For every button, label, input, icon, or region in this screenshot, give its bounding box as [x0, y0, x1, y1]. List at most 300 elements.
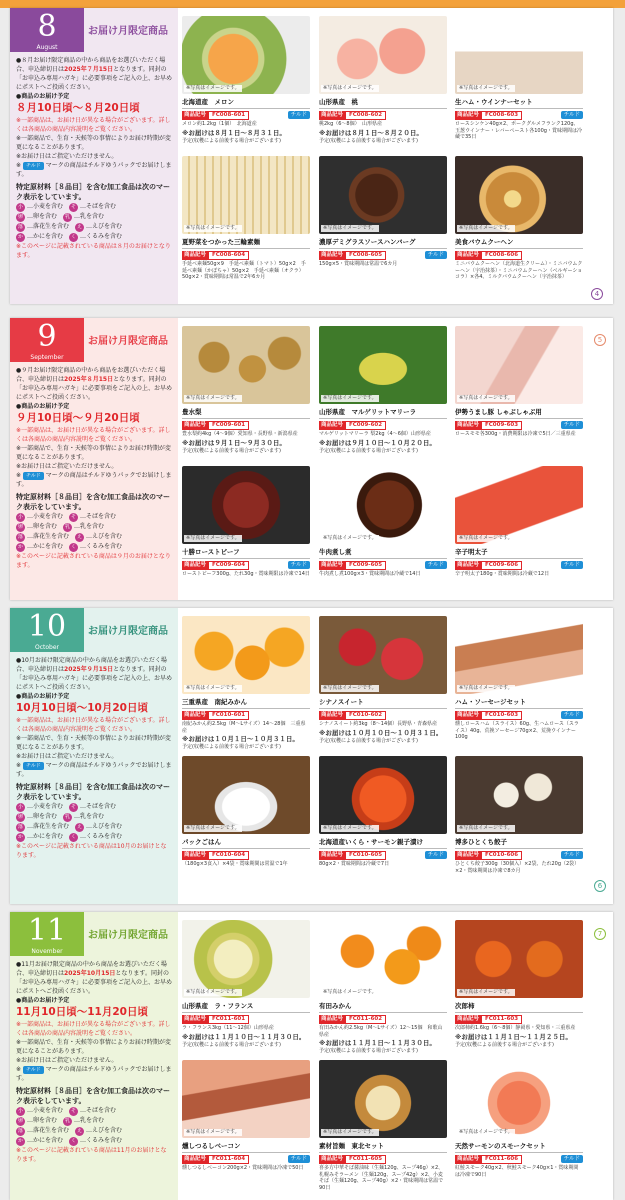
delivery-alert-sub: 予定(収穫による前後する場合がございます): [319, 447, 418, 454]
product-photo[interactable]: [319, 156, 447, 234]
product-name: 豊水梨: [182, 408, 310, 419]
allergen-heading: 特定原材料［８品目］を含む加工食品は次のマーク表示をしています。: [16, 1087, 170, 1105]
code-label: 商品記号: [321, 252, 344, 258]
product-card[interactable]: [319, 920, 447, 1055]
allergen-icon: 落: [17, 224, 23, 230]
delivery-heading: ●商品のお届け予定: [16, 997, 70, 1004]
product-code: FC010-601: [208, 711, 249, 720]
product-photo[interactable]: [182, 156, 310, 234]
product-name: 美食バウムクーヘン: [455, 238, 583, 249]
photo-caption: ※写真はイメージです。: [186, 395, 240, 401]
product-description: 豊水梨約4kg（4〜9個）愛知県・長野県・新潟県産: [182, 431, 298, 437]
code-label: 商品記号: [184, 422, 207, 428]
product-photo[interactable]: [455, 920, 583, 998]
product-card[interactable]: [319, 756, 447, 868]
delivery-alert-sub: 予定(収穫による前後する場合がございます): [455, 1041, 554, 1048]
chilled-note: [16, 1065, 172, 1083]
product-code: FC009-601: [208, 421, 249, 430]
month-number: 10: [27, 609, 67, 644]
product-code: FC011-605: [345, 1155, 386, 1164]
product-photo[interactable]: [182, 1060, 310, 1138]
product-name: 三重県産 南紀みかん: [182, 698, 310, 709]
deadline-outro: となります。同封の「お申込み専用ハガキ」に必要事項をご記入の上、お早めにポストへご投函ください。: [16, 66, 173, 91]
allergen-icon: 乳: [65, 214, 71, 220]
product-description: ひとくち餃子300g（30個入）×2袋、たれ20g（2袋）×2・賞味期間は冷凍で8カ月: [455, 861, 580, 874]
month-header: [10, 318, 178, 362]
chilled-tag: チルド: [561, 1155, 583, 1163]
chilled-pre: ※: [16, 1066, 22, 1073]
product-code: FC009-605: [345, 561, 386, 570]
allergen-text: …卵を含む: [27, 813, 64, 820]
page-footnote: ※このページに記載されている商品は10月のお届けとなります。: [16, 843, 167, 859]
photo-caption: ※写真はイメージです。: [459, 225, 513, 231]
photo-caption: ※写真はイメージです。: [186, 85, 240, 91]
product-code-row: [455, 1015, 583, 1024]
product-photo[interactable]: [319, 616, 447, 694]
month-name: August: [36, 44, 58, 51]
product-card[interactable]: [319, 1060, 447, 1191]
product-code: FC009-604: [208, 561, 249, 570]
photo-caption: ※写真はイメージです。: [459, 989, 513, 995]
product-code-row: [455, 421, 583, 430]
product-code-row: [319, 851, 447, 860]
product-card[interactable]: [182, 156, 310, 281]
product-description: 有田みかん約2.5kg（M〜Lサイズ）12〜15個 和歌山県産: [319, 1025, 443, 1038]
product-name: 十勝ローストビーフ: [182, 548, 310, 559]
allergen-icon: 乳: [65, 1118, 71, 1124]
chilled-tag: チルド: [561, 851, 583, 859]
product-description: ラ・フランス3kg（11〜12個）山形県産: [182, 1025, 274, 1031]
section-title: お届け月限定商品: [88, 626, 168, 637]
product-code: FC011-606: [481, 1155, 522, 1164]
deadline-outro: となります。同封の「お申込み専用ハガキ」に必要事項をご記入の上、お早めにポストへご投函ください。: [16, 970, 173, 995]
product-card[interactable]: [455, 466, 583, 578]
product-code: FC010-603: [481, 711, 522, 720]
order-info: [10, 366, 178, 570]
chilled-tag: チルド: [425, 851, 447, 859]
code-label: 商品記号: [457, 422, 480, 428]
note-2: ※一部商品で、生育・天候等の事情によりお届け時期が変更になることがあります。: [16, 135, 171, 151]
product-code-row: [455, 251, 583, 260]
product-name: 山形県産 ラ・フランス: [182, 1002, 310, 1013]
chilled-note: [16, 471, 172, 489]
product-description: 紅鮭スモーク40g×2、秋鮭スモーク40g×1・賞味期間は冷凍で90日: [455, 1165, 579, 1178]
chilled-badge: チルド: [23, 472, 44, 480]
allergen-mark-row: [16, 202, 172, 212]
product-name: 燻しつるしベーコン: [182, 1142, 310, 1153]
allergen-icon: く: [71, 234, 77, 240]
product-card[interactable]: [455, 756, 583, 874]
product-description: マルゲリットマリーラ 梨2kg（4〜6個）山形県産: [319, 431, 431, 437]
page-number: 4: [591, 288, 603, 300]
allergen-icon: 卵: [17, 524, 23, 530]
delivery-heading: ●商品のお届け予定: [16, 93, 70, 100]
product-name: 有田みかん: [319, 1002, 447, 1013]
product-card[interactable]: [455, 616, 583, 741]
month-header: [10, 608, 178, 652]
page-number: 7: [594, 928, 606, 940]
allergen-mark-row: [16, 212, 172, 222]
product-card[interactable]: [182, 616, 310, 751]
allergen-mark-row: [16, 1106, 172, 1116]
allergen-text: …くるみを含む: [80, 833, 123, 840]
allergen-text: …えびを含む: [86, 533, 123, 540]
note-3: ※お届け日はご指定いただけません。: [16, 153, 118, 160]
allergen-icon: か: [17, 834, 23, 840]
deadline-date: 2025年10月15日: [64, 970, 116, 977]
allergen-text: …そばを含む: [80, 513, 117, 520]
allergen-text: …乳を含む: [74, 813, 105, 820]
photo-caption: ※写真はイメージです。: [323, 85, 377, 91]
deadline-paragraph: [16, 366, 172, 402]
product-name: 生ハム・ウインナーセット: [455, 98, 583, 109]
product-photo[interactable]: [182, 16, 310, 94]
delivery-alert: ※お届けは１０月１日〜１０月３１日。: [182, 735, 299, 743]
product-name: 辛子明太子: [455, 548, 583, 559]
delivery-alert-sub: 予定(収穫による前後する場合がございます): [319, 737, 418, 744]
deadline-paragraph: [16, 656, 172, 692]
product-photo[interactable]: [319, 16, 447, 94]
product-code-row: [319, 1155, 447, 1164]
code-label: 商品記号: [184, 1016, 207, 1022]
product-code: FC008-606: [481, 251, 522, 260]
product-photo[interactable]: [182, 920, 310, 998]
product-photo[interactable]: [182, 756, 310, 834]
note-1: ※一部商品は、お届け日が異なる場合がございます。詳しくは各商品の商品内容説明をご覧ください。: [16, 427, 171, 443]
product-description: 南紀みかん約2.5kg（M〜Lサイズ）14〜28個 三重県産: [182, 721, 306, 734]
product-code-row: [319, 561, 447, 570]
code-label: 商品記号: [457, 712, 480, 718]
allergen-mark-row: [16, 512, 172, 522]
chilled-pre: ※: [16, 162, 22, 169]
delivery-alert: ※お届けは１１月１０日〜１１月３０日。: [182, 1032, 306, 1041]
code-label: 商品記号: [184, 252, 207, 258]
month-name: October: [34, 644, 59, 651]
product-code: FC009-603: [481, 421, 522, 430]
chilled-post: マークの商品はチルドゆうパックでお届けします。: [16, 162, 172, 178]
code-label: 商品記号: [321, 112, 344, 118]
delivery-alert: ※お届けは１１月１日〜１１月３０日。: [319, 1039, 436, 1047]
chilled-tag: チルド: [288, 111, 310, 119]
product-code: FC008-601: [208, 111, 249, 120]
product-card[interactable]: [319, 466, 447, 578]
product-name: 北海道産 メロン: [182, 98, 310, 109]
product-code-row: [182, 711, 310, 720]
allergen-text: …そばを含む: [80, 1107, 117, 1114]
delivery-alert-sub: 予定(収穫による前後する場合がございます): [182, 447, 281, 454]
product-card[interactable]: [455, 326, 583, 438]
allergen-icon: く: [71, 1138, 77, 1144]
product-code-row: [182, 1155, 310, 1164]
code-label: 商品記号: [321, 422, 344, 428]
product-photo[interactable]: [319, 756, 447, 834]
product-description: シナノスイート約3kg（8〜14個）長野県・青森県産: [319, 721, 438, 727]
note-1: ※一部商品は、お届け日が異なる場合がございます。詳しくは各商品の商品内容説明をご覧ください。: [16, 717, 171, 733]
photo-caption: ※写真はイメージです。: [459, 825, 513, 831]
allergen-mark-row: [16, 522, 172, 532]
product-description: 燻しロースハム（スライス）60g、生ハムロース（スライス）40g、荒挽ソーセージ70g×2、荒挽ウインナー100g: [455, 721, 579, 740]
delivery-alert-sub: 予定(収穫による前後する場合がございます): [319, 1048, 418, 1054]
photo-caption: ※写真はイメージです。: [323, 535, 377, 541]
allergen-icon: 小: [17, 204, 23, 210]
section-title: お届け月限定商品: [88, 336, 168, 347]
allergen-icon: え: [77, 534, 83, 540]
delivery-alert: ※お届けは９月１０日〜１０月２０日。: [319, 438, 436, 447]
photo-caption: ※写真はイメージです。: [186, 225, 240, 231]
photo-caption: ※写真はイメージです。: [323, 685, 377, 691]
chilled-note: [16, 761, 172, 779]
photo-caption: ※写真はイメージです。: [323, 989, 377, 995]
allergen-mark-row: [16, 822, 172, 832]
allergen-text: …乳を含む: [74, 213, 105, 220]
product-code-row: [319, 1015, 447, 1024]
product-photo[interactable]: [182, 326, 310, 404]
product-name: 濃厚デミグラスソースハンバーグ: [319, 238, 447, 249]
product-code: FC010-606: [481, 851, 522, 860]
allergen-text: …かにを含む: [27, 233, 70, 240]
month-sidebar: [10, 912, 178, 1200]
product-card[interactable]: [182, 756, 310, 868]
allergen-icon: 落: [17, 824, 23, 830]
allergen-text: …落花生を含む: [27, 823, 76, 830]
product-photo[interactable]: [182, 616, 310, 694]
photo-caption: ※写真はイメージです。: [323, 1129, 377, 1135]
product-name: 天然サーモンのスモークセット: [455, 1142, 583, 1153]
allergen-icon: か: [17, 1138, 23, 1144]
product-photo[interactable]: [319, 466, 447, 544]
month-sidebar: [10, 608, 178, 904]
allergen-text: …卵を含む: [27, 1117, 64, 1124]
order-info: [10, 656, 178, 860]
allergen-icon: 小: [17, 514, 23, 520]
chilled-tag: チルド: [561, 421, 583, 429]
chilled-badge: チルド: [23, 1066, 44, 1074]
code-label: 商品記号: [321, 1156, 344, 1162]
deadline-date: 2025年９月15日: [64, 666, 114, 673]
product-photo[interactable]: [455, 156, 583, 234]
product-description: 手延べ素麺50g×9 手延べ素麺（トマト）50g×2 手延べ素麺（かぼちゃ）50g×2 手延べ素麺（オクラ）50g×2・賞味期間は常温で2年6カ月: [182, 261, 306, 280]
delivery-dates: 10月10日頃〜10月20日頃: [16, 702, 148, 714]
product-card[interactable]: [182, 16, 310, 144]
chilled-tag: チルド: [561, 111, 583, 119]
product-name: 博多ひとくち餃子: [455, 838, 583, 849]
allergen-text: …落花生を含む: [27, 223, 76, 230]
product-photo[interactable]: [182, 466, 310, 544]
allergen-icon: く: [71, 544, 77, 550]
allergen-text: …小麦を含む: [27, 513, 70, 520]
photo-caption: ※写真はイメージです。: [459, 535, 513, 541]
note-3: ※お届け日はご指定いただけません。: [16, 1057, 118, 1064]
code-label: 商品記号: [184, 712, 207, 718]
note-1: ※一部商品は、お届け日が異なる場合がございます。詳しくは各商品の商品内容説明をご覧ください。: [16, 1021, 171, 1037]
allergen-text: …落花生を含む: [27, 533, 76, 540]
allergen-icon: 卵: [17, 814, 23, 820]
allergen-text: …乳を含む: [74, 1117, 105, 1124]
note-2: ※一部商品で、生育・天候等の事情によりお届け時期が変更になることがあります。: [16, 1039, 171, 1055]
product-card[interactable]: [182, 326, 310, 454]
product-description: 牛肉煮し煮100g×3・賞味期間は冷蔵で14日: [319, 571, 421, 577]
product-name: パックごはん: [182, 838, 310, 849]
month-badge: [10, 912, 84, 956]
product-photo[interactable]: [455, 1060, 583, 1138]
month-section-8: [10, 8, 613, 304]
allergen-text: …そばを含む: [80, 203, 117, 210]
chilled-badge: チルド: [23, 762, 44, 770]
month-section-11: [10, 912, 613, 1200]
month-header: [10, 912, 178, 956]
product-description: 桃2kg（6〜8個） 山形県産: [319, 121, 383, 127]
allergen-text: …えびを含む: [86, 1127, 123, 1134]
code-label: 商品記号: [184, 112, 207, 118]
code-label: 商品記号: [184, 1156, 207, 1162]
product-description: 80g×2・賞味期間は冷蔵で7日: [319, 861, 390, 867]
section-title: お届け月限定商品: [88, 26, 168, 37]
product-card[interactable]: [455, 16, 583, 141]
product-code-row: [182, 251, 310, 260]
product-card[interactable]: [455, 1060, 583, 1178]
product-description: 燻しつるしベーコン200g×2・賞味期間は冷凍で50日: [182, 1165, 304, 1171]
chilled-tag: チルド: [425, 251, 447, 259]
product-card[interactable]: [319, 16, 447, 144]
allergen-text: …かにを含む: [27, 1137, 70, 1144]
allergen-mark-row: [16, 222, 172, 232]
product-code-row: [182, 561, 310, 570]
product-photo[interactable]: [319, 326, 447, 404]
product-code-row: [182, 1015, 310, 1024]
allergen-text: …えびを含む: [86, 223, 123, 230]
chilled-tag: チルド: [561, 711, 583, 719]
product-code-row: [455, 851, 583, 860]
note-2: ※一部商品で、生育・天候等の事情によりお届け時期が変更になることがあります。: [16, 445, 171, 461]
note-3: ※お届け日はご指定いただけません。: [16, 463, 118, 470]
product-card[interactable]: [319, 156, 447, 268]
product-code-row: [182, 421, 310, 430]
allergen-icon: え: [77, 1128, 83, 1134]
month-sidebar: [10, 8, 178, 304]
page-footnote: ※このページに記載されている商品は８月のお届けとなります。: [16, 243, 171, 259]
month-badge: [10, 608, 84, 652]
chilled-post: マークの商品はチルドゆうパックでお届けします。: [16, 762, 172, 778]
allergen-icon: 落: [17, 534, 23, 540]
allergen-heading: 特定原材料［８品目］を含む加工食品は次のマーク表示をしています。: [16, 183, 170, 201]
product-name: 伊勢うまし豚 しゃぶしゃぶ用: [455, 408, 583, 419]
code-label: 商品記号: [321, 712, 344, 718]
product-code: FC010-605: [345, 851, 386, 860]
allergen-mark-row: [16, 1116, 172, 1126]
product-code: FC008-605: [345, 251, 386, 260]
chilled-post: マークの商品はチルドゆうパックでお届けします。: [16, 472, 172, 488]
code-label: 商品記号: [184, 852, 207, 858]
product-description: ローストビーフ300g、たれ30g・賞味期限は冷凍で14日: [182, 571, 310, 577]
product-code: FC008-604: [208, 251, 249, 260]
product-card[interactable]: [182, 920, 310, 1048]
product-code: FC011-603: [481, 1015, 522, 1024]
product-description: 次郎柿約1.6kg（6〜8個）静岡県・愛知県・三重県産: [455, 1025, 576, 1031]
product-code-row: [319, 421, 447, 430]
product-card[interactable]: [455, 156, 583, 281]
allergen-mark-row: [16, 1136, 172, 1146]
product-name: 牛肉煮し煮: [319, 548, 447, 559]
code-label: 商品記号: [457, 252, 480, 258]
product-description: ミニバウムクーヘン（北海道生クリーム）・ミニバウムクーヘン（宇治抹茶）・ミニバウムクーヘン（ベルギーショコラ）×各4、ミルクバウムクーヘン（宇治抹茶）: [455, 261, 583, 280]
allergen-text: …落花生を含む: [27, 1127, 76, 1134]
photo-caption: ※写真はイメージです。: [186, 685, 240, 691]
allergen-icon: 卵: [17, 214, 23, 220]
product-photo[interactable]: [455, 756, 583, 834]
product-name: 山形県産 桃: [319, 98, 447, 109]
allergen-text: …小麦を含む: [27, 803, 70, 810]
note-3: ※お届け日はご指定いただけません。: [16, 753, 118, 760]
delivery-alert-sub: 予定(収穫による前後する場合がございます): [182, 1041, 281, 1048]
product-code: FC009-606: [481, 561, 522, 570]
product-photo[interactable]: [455, 326, 583, 404]
deadline-intro: ●９月お届け限定商品の中から商品をお選びいただく場合、申込締切日は: [16, 367, 166, 383]
product-code: FC011-601: [208, 1015, 249, 1024]
delivery-alert-sub: 予定(収穫による前後する場合がございます): [182, 744, 281, 750]
month-name: September: [30, 354, 64, 361]
product-name: 素材旨麺 東北セット: [319, 1142, 447, 1153]
product-description: （180g×3食入）×4袋・賞味期間は常温で1年: [182, 861, 288, 867]
product-photo[interactable]: [319, 920, 447, 998]
delivery-dates: ９月10日頃〜９月20日頃: [16, 412, 140, 424]
deadline-intro: ●11月お届け限定商品の中から商品をお選びいただく場合、申込締切日は: [16, 961, 167, 977]
page-footnote: ※このページに記載されている商品は９月のお届けとなります。: [16, 553, 171, 569]
product-card[interactable]: [182, 466, 310, 578]
product-code: FC010-604: [208, 851, 249, 860]
product-description: ロースモモ各300g・消費期限は冷凍で5日／三重県産: [455, 431, 576, 437]
product-photo[interactable]: [455, 466, 583, 544]
code-label: 商品記号: [184, 562, 207, 568]
allergen-text: …くるみを含む: [80, 543, 123, 550]
product-photo[interactable]: [455, 616, 583, 694]
product-card[interactable]: [319, 616, 447, 744]
product-code: FC010-602: [345, 711, 386, 720]
product-description: メロン約1.2kg（1個） 北海道産: [182, 121, 257, 127]
product-card[interactable]: [455, 920, 583, 1048]
delivery-alert: ※お届けは８月１日〜８月３１日。: [182, 128, 286, 137]
product-code-row: [319, 251, 447, 260]
photo-caption: ※写真はイメージです。: [323, 395, 377, 401]
allergen-mark-row: [16, 1126, 172, 1136]
photo-caption: ※写真はイメージです。: [186, 825, 240, 831]
allergen-text: …くるみを含む: [80, 233, 123, 240]
product-photo[interactable]: [319, 1060, 447, 1138]
product-name: シナノスイート: [319, 698, 447, 709]
allergen-text: …小麦を含む: [27, 203, 70, 210]
allergen-text: …くるみを含む: [80, 1137, 123, 1144]
allergen-text: …かにを含む: [27, 543, 70, 550]
allergen-mark-row: [16, 802, 172, 812]
allergen-text: …かにを含む: [27, 833, 70, 840]
delivery-alert: ※お届けは１１月１日〜１１月２５日。: [455, 1032, 572, 1041]
chilled-tag: チルド: [561, 561, 583, 569]
product-card[interactable]: [319, 326, 447, 454]
month-section-9: [10, 318, 613, 600]
product-card[interactable]: [182, 1060, 310, 1172]
chilled-post: マークの商品はチルドゆうパックでお届けします。: [16, 1066, 172, 1082]
product-name: 夏野菜をつかった三輪素麺: [182, 238, 310, 249]
code-label: 商品記号: [457, 852, 480, 858]
month-badge: [10, 8, 84, 52]
allergen-mark-row: [16, 532, 172, 542]
product-name: 山形県産 マルゲリットマリーラ: [319, 408, 447, 419]
allergen-mark-row: [16, 832, 172, 842]
photo-caption: ※写真はイメージです。: [186, 535, 240, 541]
product-photo[interactable]: [455, 16, 583, 94]
allergen-icon: 落: [17, 1128, 23, 1134]
product-code-row: [182, 111, 310, 120]
product-code-row: [319, 711, 447, 720]
